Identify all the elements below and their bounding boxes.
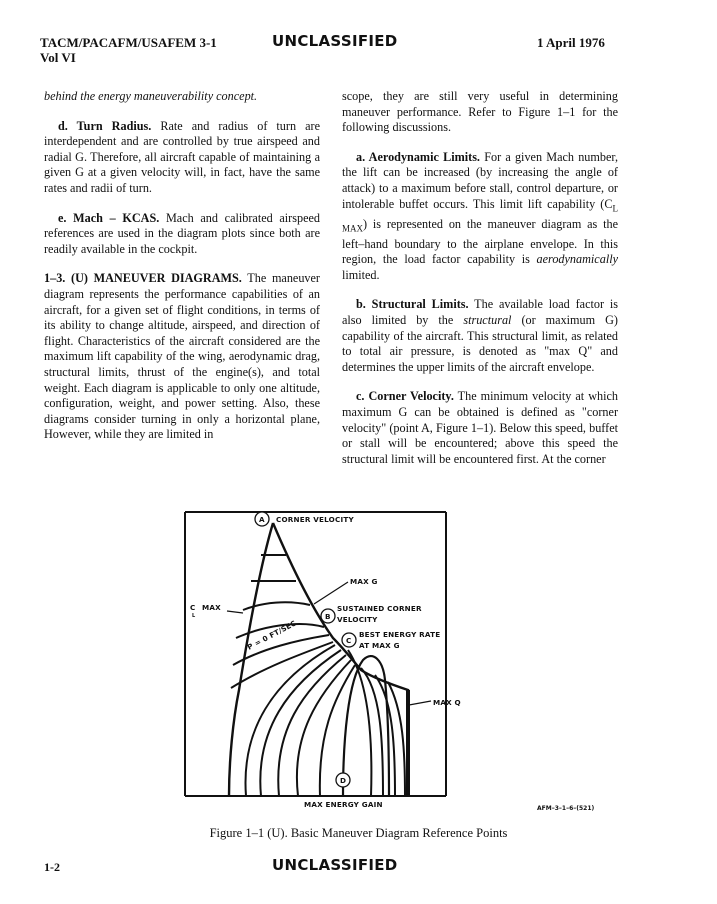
paragraph-aerodynamic-limits: a. Aerodynamic Limits. For a given Mach number, the lift can be increased (by increasing the angle of attack) to a maximum before stall, control departure, or intolerable buffet occurs. This limit lift capability $(C_{L MAX})$ is represented on the maneuver diagram as the left–hand boundary to the airplane envelope. In this region, the load factor capability is aerodynamically limited.: [342, 149, 618, 282]
at-max-g-label: AT MAX G: [359, 641, 400, 650]
point-d-label: D: [340, 776, 347, 785]
paragraph-heading: c. Corner Velocity.: [356, 389, 454, 404]
figure-id: AFM–3–1–6–(521): [537, 805, 595, 812]
maneuver-diagram: [183, 510, 483, 810]
document-date: 1 April 1976: [537, 35, 605, 50]
sustained-corner-label: SUSTAINED CORNER: [337, 604, 422, 613]
continued-text: behind the energy maneuverability concept.: [44, 89, 258, 103]
classification-footer: UNCLASSIFIED: [272, 856, 398, 874]
paragraph-heading: b. Structural Limits.: [356, 297, 469, 312]
continued-text: scope, they are still very useful in determining maneuver performance. Refer to Figure 1–1 for the following discussions.: [342, 89, 618, 135]
cl-max-c-label: C: [190, 603, 196, 612]
cl-max-sub-label: L: [192, 613, 196, 619]
paragraph-heading: a. Aerodynamic Limits.: [356, 149, 480, 164]
volume: Vol VI: [40, 50, 76, 65]
paragraph-heading: e. Mach – KCAS.: [58, 210, 160, 225]
paragraph-corner-velocity: c. Corner Velocity. The minimum velocity at which maximum G can be obtained is defined as "corner velocity" (point A, Figure 1–1). Below this speed, buffet or stall will be encountered; above this speed the structural limit will be encountered first. At the corner: [342, 389, 618, 466]
point-a-label: A: [259, 515, 265, 524]
sustained-velocity-label: VELOCITY: [337, 615, 378, 624]
ps-zero-line-label: P = 0 FT/SEC: [245, 618, 298, 652]
figure-caption: Figure 1–1 (U). Basic Maneuver Diagram Reference Points: [209, 826, 508, 840]
doc-id: TACM/PACAFM/USAFEM 3-1: [40, 35, 217, 50]
best-energy-rate-label: BEST ENERGY RATE: [359, 630, 441, 639]
page-number: 1-2: [44, 860, 60, 874]
max-energy-gain-label: MAX ENERGY GAIN: [304, 800, 383, 809]
paragraph-structural-limits: b. Structural Limits. The available load factor is also limited by the structural (or maximum G) capability of the aircraft. This structural limit, as related to total air pressure, is denoted as "max Q" and determines the upper limits of the aircraft envelope.: [342, 297, 618, 374]
document-identifier: [40, 35, 217, 65]
max-g-label: MAX G: [350, 577, 378, 586]
point-c-label: C: [346, 636, 352, 645]
classification-header: UNCLASSIFIED: [272, 32, 398, 50]
section-heading: 1–3. (U) MANEUVER DIAGRAMS.: [44, 271, 242, 286]
paragraph-turn-radius: d. Turn Radius. Rate and radius of turn are interdependent and are controlled by true airspeed and radial G. Therefore, all aircraft capable of maintaining a given G at a given velocity will, in fact, have the same rates and radii of turn.: [44, 118, 320, 195]
max-q-label: MAX Q: [433, 698, 461, 707]
section-maneuver-diagrams: 1–3. (U) MANEUVER DIAGRAMS. The maneuver diagram represents the performance capabilities of an aircraft, for a given set of flight conditions, in terms of its ability to change altitude, airspeed, and direction of flight. Characteristics of the aircraft considered are the maximum lift capability of the wing, aerodynamic drag, structural limits, thrust of the engine(s), and total weight. Each diagram is applicable to only one altitude, configuration, weight, and power setting. Also, these diagrams consider turning in only a horizontal plane, However, while they are limited in: [44, 271, 320, 442]
point-b-label: B: [325, 612, 331, 621]
left-column: [44, 89, 320, 457]
cl-max-label: MAX: [202, 603, 221, 612]
maneuver-diagram-figure: [183, 510, 483, 810]
corner-velocity-label: CORNER VELOCITY: [276, 515, 354, 524]
paragraph-heading: d. Turn Radius.: [58, 118, 152, 133]
paragraph-mach-kcas: e. Mach – KCAS. Mach and calibrated airspeed references are used in the diagram plots since both are readily available in the cockpit.: [44, 210, 320, 256]
right-column: [342, 89, 618, 481]
